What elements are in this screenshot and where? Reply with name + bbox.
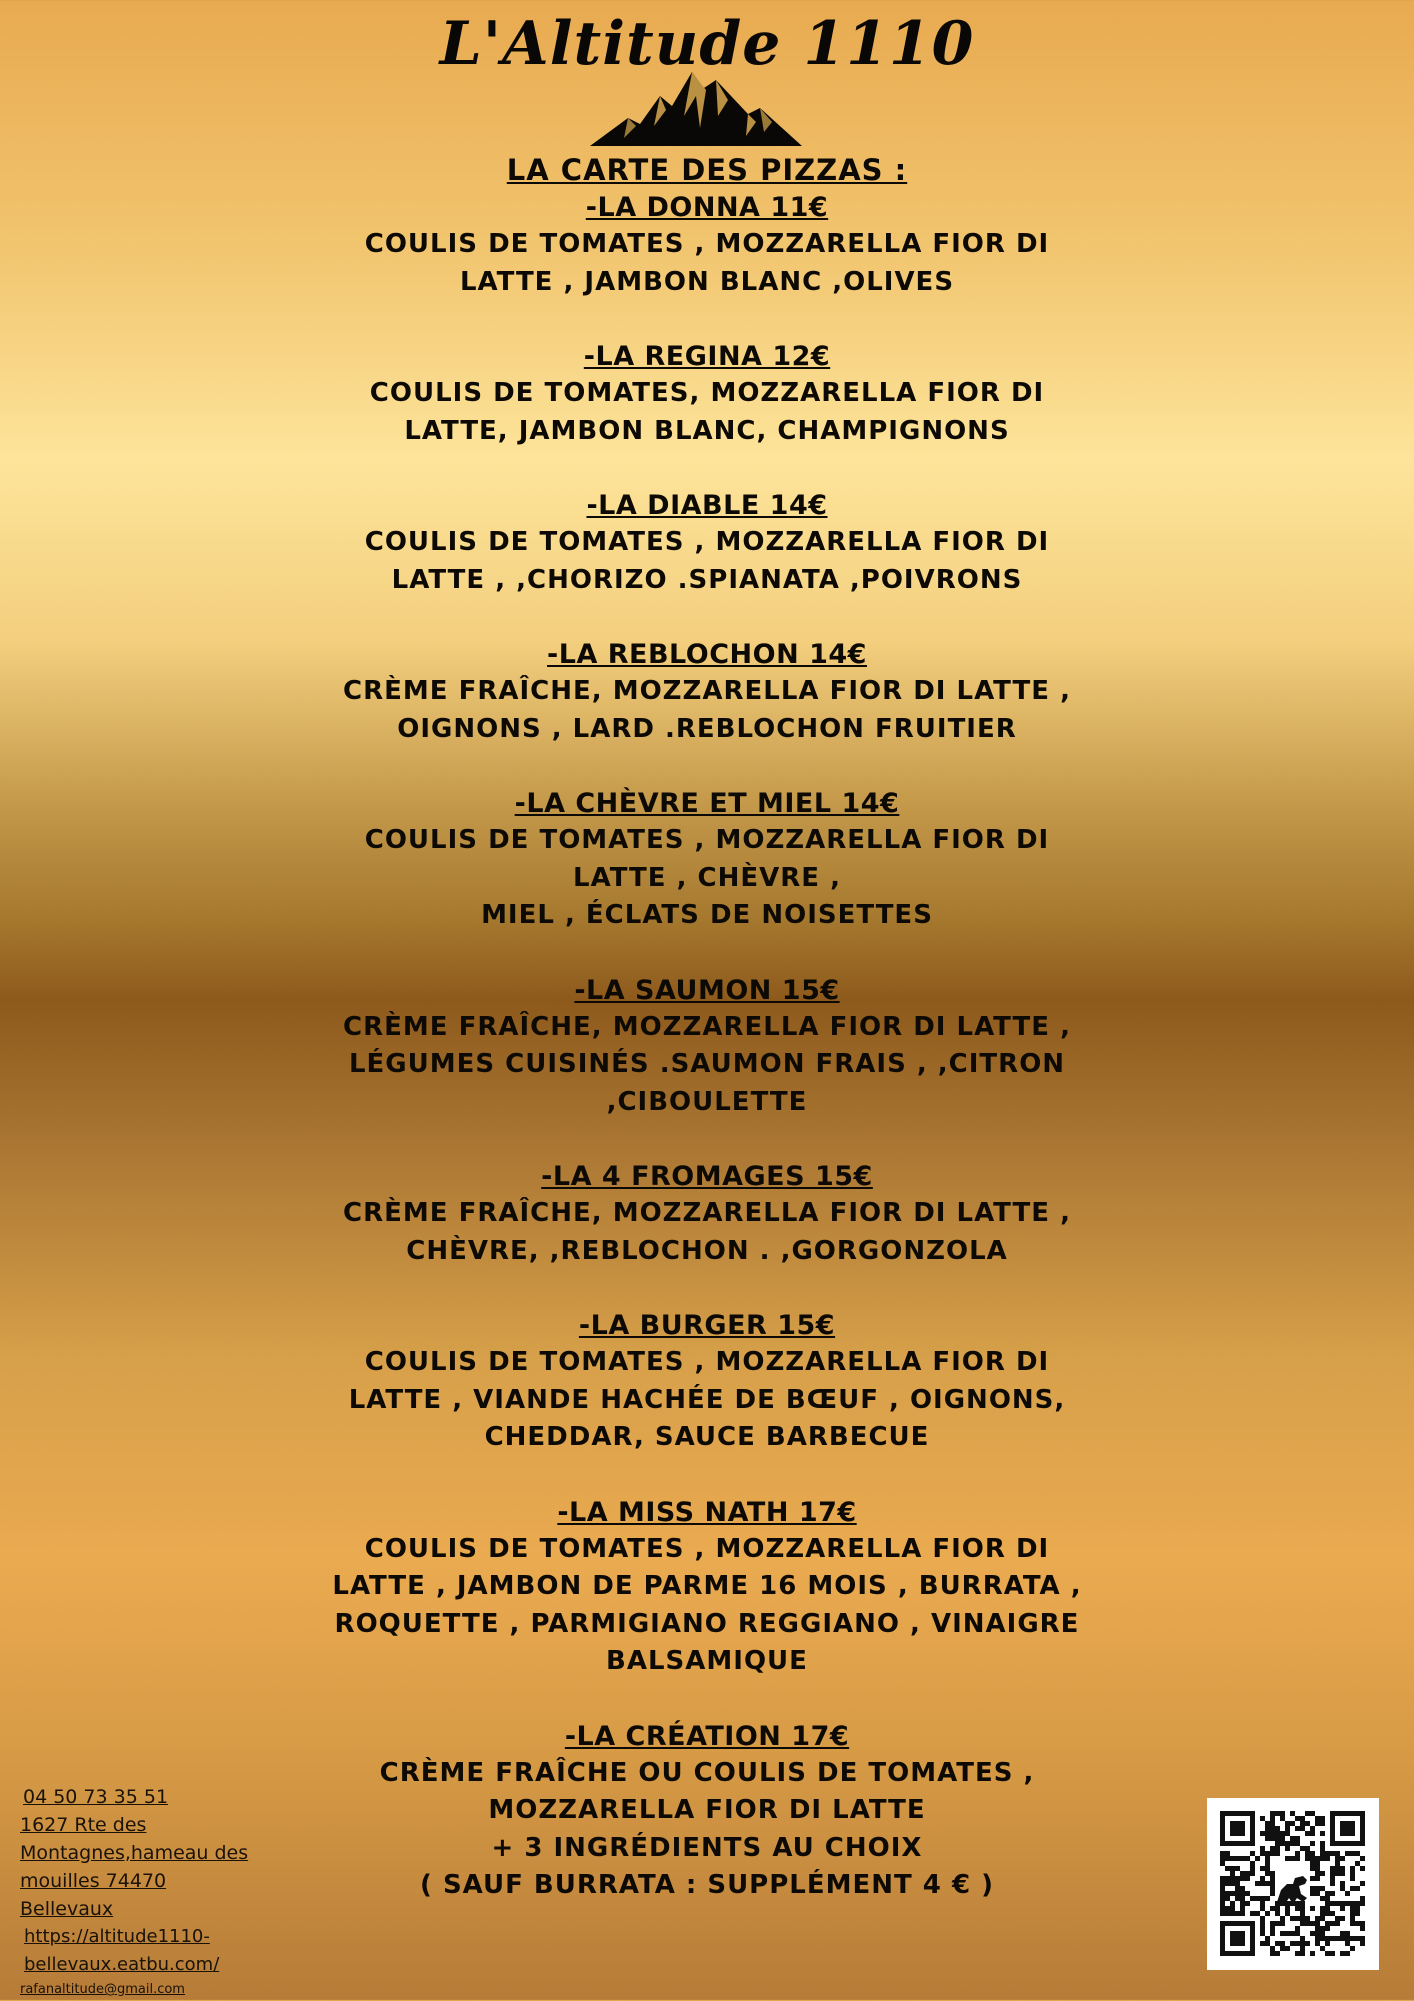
phone-link[interactable]: 04 50 73 35 51 xyxy=(23,1786,169,1808)
pizza-name: -LA REBLOCHON 14€ xyxy=(547,639,867,670)
pizza-description-line: BALSAMIQUE xyxy=(606,1646,808,1676)
pizza-item xyxy=(260,637,1154,748)
pizza-name: -LA MISS NATH 17€ xyxy=(557,1496,857,1528)
pizza-name: -LA CHÈVRE ET MIEL 14€ xyxy=(514,788,900,819)
pizza-description-line: CRÈME FRAÎCHE, MOZZARELLA FIOR DI LATTE , xyxy=(343,676,1071,706)
address-line[interactable]: Montagnes,hameau des xyxy=(20,1842,249,1864)
pizza-description xyxy=(260,375,1154,450)
pizza-description-line: COULIS DE TOMATES , MOZZARELLA FIOR DI xyxy=(364,825,1050,855)
pizza-name: -LA 4 FROMAGES 15€ xyxy=(541,1161,873,1192)
pizza-name: -LA DIABLE 14€ xyxy=(586,490,828,521)
pizza-description-line: CRÈME FRAÎCHE, MOZZARELLA FIOR DI LATTE , xyxy=(343,1011,1071,1042)
pizza-menu xyxy=(260,150,1154,1943)
pizza-name: -LA BURGER 15€ xyxy=(578,1310,836,1341)
pizza-description-line: OIGNONS , LARD .REBLOCHON FRUITIER xyxy=(397,713,1017,744)
pizza-item xyxy=(260,488,1154,599)
pizza-name: -LA DONNA 11€ xyxy=(585,192,829,223)
pizza-description-line: LATTE , VIANDE HACHÉE DE BŒUF , OIGNONS, xyxy=(348,1384,1066,1415)
pizza-item xyxy=(260,1495,1154,1681)
pizza-description-line: COULIS DE TOMATES , MOZZARELLA FIOR DI xyxy=(364,1347,1050,1377)
pizza-list xyxy=(260,190,1154,1905)
mountain-logo-icon xyxy=(588,66,804,148)
pizza-description-line: LATTE , ,CHORIZO .SPIANATA ,POIVRONS xyxy=(391,564,1023,595)
pizza-description-line: MIEL , ÉCLATS DE NOISETTES xyxy=(481,900,933,930)
menu-title: LA CARTE DES PIZZAS : xyxy=(506,153,908,187)
pizza-description-line: CHEDDAR, SAUCE BARBECUE xyxy=(484,1422,930,1452)
pizza-description xyxy=(260,1009,1154,1122)
pizza-description-line: CRÈME FRAÎCHE OU COULIS DE TOMATES , xyxy=(379,1757,1035,1788)
pizza-description-line: ,CIBOULETTE xyxy=(606,1086,808,1117)
pizza-description xyxy=(260,1344,1154,1457)
pizza-description-line: COULIS DE TOMATES , MOZZARELLA FIOR DI xyxy=(364,527,1050,557)
pizza-description xyxy=(260,1195,1154,1270)
address-line[interactable]: mouilles 74470 xyxy=(20,1870,167,1892)
contact-block xyxy=(20,1783,400,2001)
pizza-description-line: ROQUETTE , PARMIGIANO REGGIANO , VINAIGRE xyxy=(334,1608,1080,1639)
pizza-description-line: COULIS DE TOMATES, MOZZARELLA FIOR DI xyxy=(369,378,1045,408)
brand-logo-text: L'Altitude 1110 xyxy=(439,9,975,79)
pizza-name: -LA SAUMON 15€ xyxy=(574,974,840,1006)
email-link[interactable]: rafanaltitude@gmail.com xyxy=(20,1982,185,1997)
pizza-description-line: COULIS DE TOMATES , MOZZARELLA FIOR DI xyxy=(364,1533,1050,1564)
pizza-description-line: COULIS DE TOMATES , MOZZARELLA FIOR DI xyxy=(364,229,1050,259)
qr-code-icon[interactable] xyxy=(1207,1798,1379,1970)
pizza-description xyxy=(260,226,1154,301)
pizza-description-line: CRÈME FRAÎCHE, MOZZARELLA FIOR DI LATTE , xyxy=(343,1198,1071,1228)
pizza-description-line: LÉGUMES CUISINÉS .SAUMON FRAIS , ,CITRON xyxy=(348,1049,1066,1079)
pizza-description xyxy=(260,524,1154,599)
pizza-description-line: LATTE, JAMBON BLANC, CHAMPIGNONS xyxy=(404,415,1010,446)
pizza-name: -LA REGINA 12€ xyxy=(583,341,831,372)
pizza-item xyxy=(260,973,1154,1122)
address-line[interactable]: Bellevaux xyxy=(20,1898,114,1920)
pizza-description-line: ( SAUF BURRATA : SUPPLÉMENT 4 € ) xyxy=(420,1870,994,1900)
website-link[interactable]: https://altitude1110-bellevaux.eatbu.com/ xyxy=(24,1926,220,1975)
address-line[interactable]: 1627 Rte des xyxy=(20,1814,147,1836)
pizza-description xyxy=(260,673,1154,748)
pizza-item xyxy=(260,339,1154,450)
pizza-description-line: MOZZARELLA FIOR DI LATTE xyxy=(488,1795,926,1825)
pizza-description xyxy=(260,822,1154,935)
pizza-description xyxy=(260,1531,1154,1681)
pizza-description-line: + 3 INGRÉDIENTS AU CHOIX xyxy=(491,1832,923,1863)
pizza-description-line: LATTE , JAMBON DE PARME 16 MOIS , BURRATA , xyxy=(332,1571,1082,1601)
pizza-item xyxy=(260,1308,1154,1457)
pizza-description-line: LATTE , CHÈVRE , xyxy=(573,862,841,893)
pizza-item xyxy=(260,190,1154,301)
pizza-description-line: CHÈVRE, ,REBLOCHON . ,GORGONZOLA xyxy=(406,1235,1008,1266)
pizza-item xyxy=(260,786,1154,935)
pizza-description-line: LATTE , JAMBON BLANC ,OLIVES xyxy=(459,266,955,297)
pizza-name: -LA CRÉATION 17€ xyxy=(564,1720,850,1752)
pizza-item xyxy=(260,1159,1154,1270)
